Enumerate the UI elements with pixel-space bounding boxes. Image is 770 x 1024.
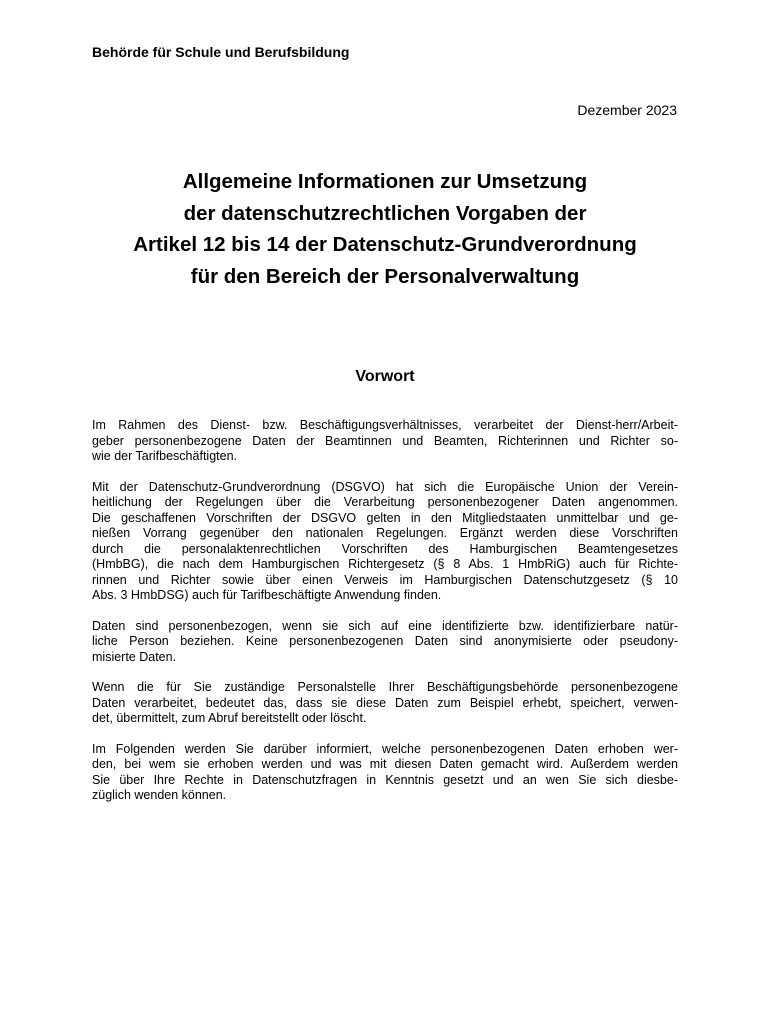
paragraph-line: liche Person beziehen. Keine personenbezogenen Daten sind anonymisierte oder pseudony- (92, 634, 678, 648)
document-title (0, 166, 770, 292)
paragraph-line: durch die personalaktenrechtlichen Vorschriften des Hamburgischen Beamtengesetzes (92, 541, 678, 556)
section-heading: Vorwort (355, 368, 415, 385)
paragraph-line: geber personenbezogene Daten der Beamtinnen und Beamten, Richterinnen und Richter so- (92, 433, 678, 448)
paragraph-line: züglich wenden können. (92, 788, 227, 802)
issuing-authority: Behörde für Schule und Berufsbildung (92, 44, 350, 60)
paragraph-line: den, bei wem sie erhoben werden und was mit diesen Daten gemacht wird. Außerdem werden (92, 757, 678, 771)
document-date: Dezember 2023 (577, 102, 677, 118)
paragraph (92, 619, 678, 666)
paragraph-line: Daten sind personenbezogen, wenn sie sich auf eine identifizierte bzw. identifizierbare natür- (92, 618, 678, 633)
paragraph (92, 480, 678, 604)
paragraph-line: rinnen und Richter sowie über einen Verweis im Hamburgischen Datenschutzgesetz (§ 10 (92, 572, 678, 587)
paragraph (92, 742, 678, 804)
paragraph-line: Im Rahmen des Dienst- bzw. Beschäftigungsverhältnisses, verarbeitet der Dienst-herr/Arbeit- (92, 418, 678, 432)
paragraph (92, 680, 678, 727)
section-body (92, 418, 678, 819)
paragraph-line: det, übermittelt, zum Abruf bereitstellt oder löscht. (92, 711, 367, 725)
paragraph-line: Sie über Ihre Rechte in Datenschutzfragen in Kenntnis gesetzt und an wen Sie sich diesbe- (92, 772, 678, 787)
paragraph-line: misierte Daten. (92, 649, 177, 664)
paragraph-line: heitlichung der Regelungen über die Verarbeitung personenbezogener Daten angenommen. (92, 495, 678, 509)
paragraph-line: Im Folgenden werden Sie darüber informiert, welche personenbezogenen Daten erhoben wer- (92, 741, 678, 756)
paragraph-line: Mit der Datenschutz-Grundverordnung (DSGVO) hat sich die Europäische Union der Verein- (92, 479, 678, 494)
paragraph-line: Wenn die für Sie zuständige Personalstelle Ihrer Beschäftigungsbehörde personenbezogene (92, 680, 678, 694)
paragraph-line: nießen Vorrang gegenüber den nationalen Regelungen. Ergänzt werden diese Vorschriften (92, 526, 678, 540)
paragraph-line: Die geschaffenen Vorschriften der DSGVO gelten in den Mitgliedstaaten unmittelbar und ge- (92, 510, 678, 525)
title-line: für den Bereich der Personalverwaltung (190, 264, 580, 288)
paragraph-line: Abs. 3 HmbDSG) auch für Tarifbeschäftigte Anwendung finden. (92, 588, 442, 602)
title-line: der datenschutzrechtlichen Vorgaben der (183, 201, 587, 225)
title-line: Artikel 12 bis 14 der Datenschutz-Grundverordnung (133, 233, 637, 256)
title-line: Allgemeine Informationen zur Umsetzung (182, 170, 588, 193)
paragraph-line: Daten verarbeitet, bedeutet das, dass sie diese Daten zum Beispiel erhebt, speichert, verwen- (92, 695, 678, 710)
paragraph (92, 418, 678, 465)
paragraph-line: (HmbBG), die nach dem Hamburgischen Richtergesetz (§ 8 Abs. 1 HmbRiG) auch für Richte- (92, 557, 678, 571)
paragraph-line: wie der Tarifbeschäftigten. (92, 449, 237, 463)
